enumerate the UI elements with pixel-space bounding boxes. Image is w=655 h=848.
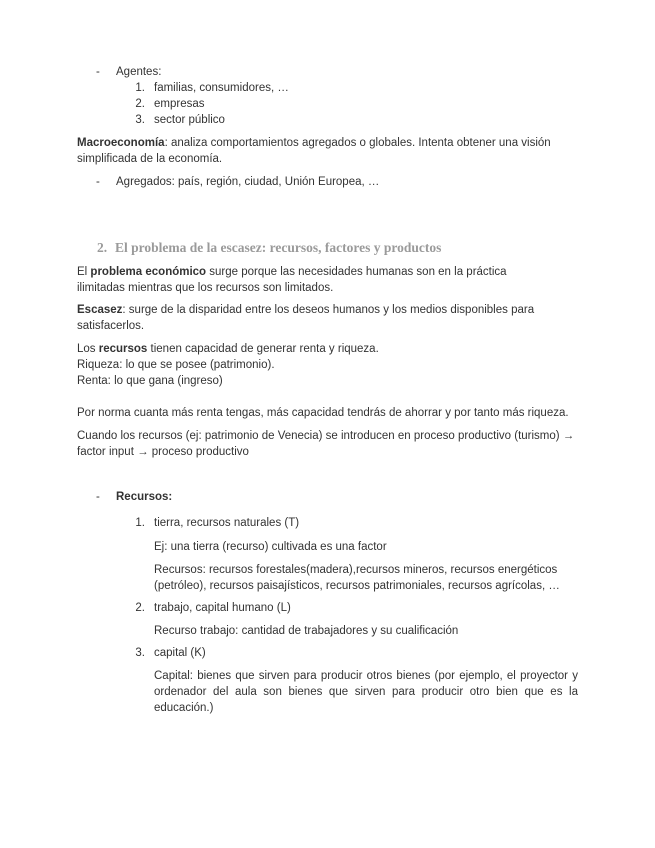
list-number: 1. xyxy=(135,517,145,529)
escasez-term: Escasez xyxy=(77,304,123,316)
recursos-term: recursos xyxy=(98,343,148,355)
problema-term: problema económico xyxy=(90,266,207,278)
agregados-item: Agregados: país, región, ciudad, Unión Europea, … xyxy=(116,176,380,188)
list-dash: - xyxy=(96,491,100,503)
list-dash: - xyxy=(96,176,100,188)
list-number: 2. xyxy=(135,98,145,110)
recursos-paragraph xyxy=(77,341,379,357)
list-item: sector público xyxy=(154,114,225,126)
cuando-paragraph: Cuando los recursos (ej: patrimonio de Venecia) se introducen en proceso productivo (turismo) → factor input → proceso productivo xyxy=(77,430,575,458)
list-item: familias, consumidores, … xyxy=(154,82,289,94)
recurso-trabajo: trabajo, capital humano (L) xyxy=(154,602,291,614)
macroeconomia-paragraph xyxy=(77,135,557,167)
recurso-tierra: tierra, recursos naturales (T) xyxy=(154,517,300,529)
text-run: Los xyxy=(77,343,99,355)
macroeconomia-definition: : analiza comportamientos agregados o globales. Intenta obtener una visión simplificada de la economía. xyxy=(77,137,551,165)
list-number: 3. xyxy=(135,647,145,659)
text-run: El xyxy=(77,266,91,278)
list-number: 3. xyxy=(135,114,145,126)
riqueza-line: Riqueza: lo que se posee (patrimonio). xyxy=(77,359,275,371)
section-number: 2. xyxy=(97,240,108,255)
text-run: tienen capacidad de generar renta y riqueza. xyxy=(147,343,379,355)
recurso-capital-detail: Capital: bienes que sirven para producir otros bienes (por ejemplo, el proyector y ordenador del aula son bienes que sirven para producir otro bien que es la educación.) xyxy=(154,670,578,714)
recurso-tierra-example: Ej: una tierra (recurso) cultivada es una factor xyxy=(154,541,387,553)
escasez-paragraph xyxy=(77,302,557,334)
macroeconomia-term: Macroeconomía xyxy=(77,137,165,149)
agentes-label: Agentes: xyxy=(116,66,162,78)
renta-line: Renta: lo que gana (ingreso) xyxy=(77,375,223,387)
list-number: 1. xyxy=(135,82,145,94)
norma-paragraph: Por norma cuanta más renta tengas, más capacidad tendrás de ahorrar y por tanto más riqueza. xyxy=(77,407,569,419)
text-run: surge porque las necesidades humanas son en la práctica ilimitadas mientras que los recursos son limitados. xyxy=(77,266,507,294)
section-heading xyxy=(97,240,441,256)
recurso-capital: capital (K) xyxy=(154,647,206,659)
section-title: El problema de la escasez: recursos, factores y productos xyxy=(115,240,442,255)
list-dash: - xyxy=(96,66,100,78)
recursos-label: Recursos: xyxy=(116,491,173,503)
recurso-tierra-detail: Recursos: recursos forestales(madera),recursos mineros, recursos energéticos (petróleo), recursos paisajísticos, recursos patrimoniales, recursos agrícolas, … xyxy=(154,564,560,592)
list-item: empresas xyxy=(154,98,205,110)
escasez-definition: : surge de la disparidad entre los deseos humanos y los medios disponibles para satisfacerlos. xyxy=(77,304,535,332)
list-number: 2. xyxy=(135,602,145,614)
recurso-trabajo-detail: Recurso trabajo: cantidad de trabajadores y su cualificación xyxy=(154,625,459,637)
problema-paragraph xyxy=(77,264,557,296)
